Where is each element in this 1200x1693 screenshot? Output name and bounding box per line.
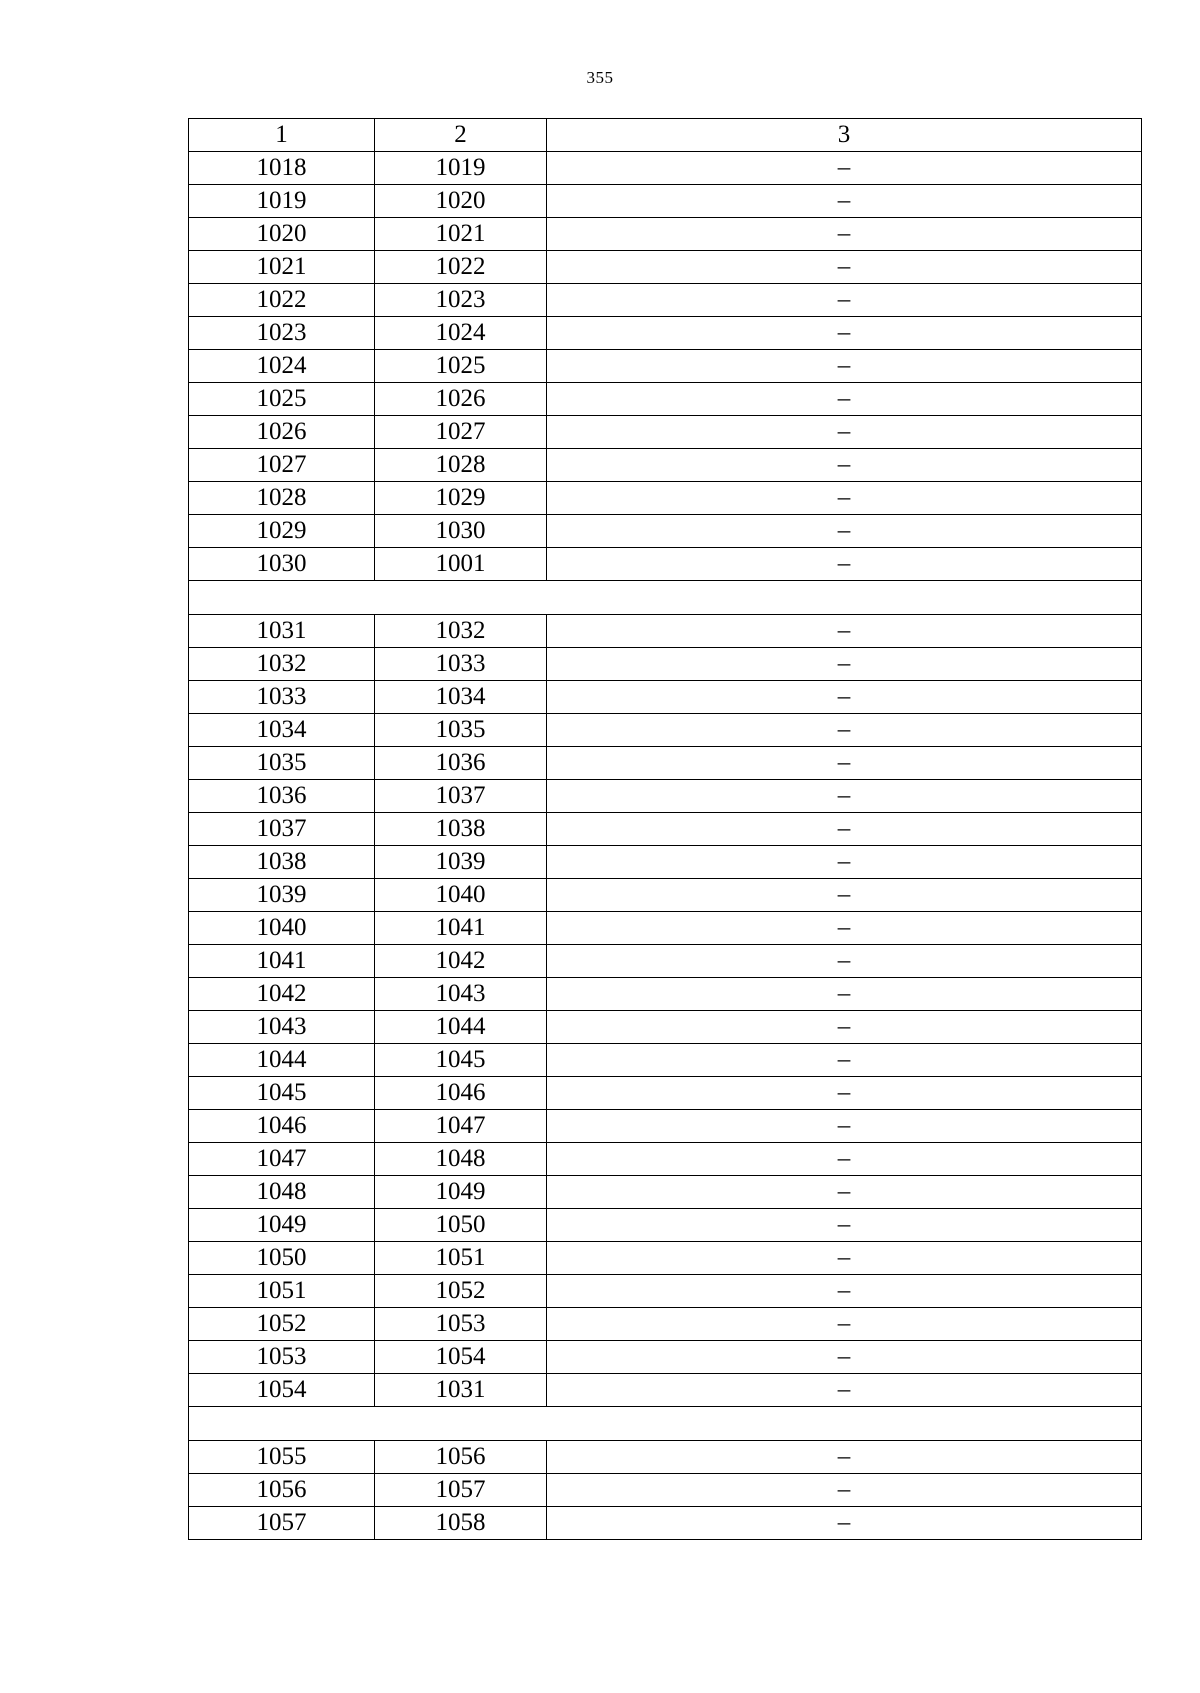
cell-col-1: 1036 xyxy=(189,780,375,813)
table-row xyxy=(189,813,1142,846)
cell-col-1: 1032 xyxy=(189,648,375,681)
cell-col-1: 1030 xyxy=(189,548,375,581)
table-row xyxy=(189,1110,1142,1143)
cell-col-3: – xyxy=(547,1441,1142,1474)
cell-col-3: – xyxy=(547,449,1142,482)
cell-col-2: 1038 xyxy=(375,813,547,846)
cell-col-3: – xyxy=(547,1474,1142,1507)
table-row xyxy=(189,1374,1142,1407)
cell-col-3: – xyxy=(547,945,1142,978)
cell-col-2: 1047 xyxy=(375,1110,547,1143)
cell-col-3: – xyxy=(547,350,1142,383)
column-header-1: 1 xyxy=(189,119,375,152)
cell-col-1: 1025 xyxy=(189,383,375,416)
cell-col-2: 1021 xyxy=(375,218,547,251)
cell-col-1: 1052 xyxy=(189,1308,375,1341)
table-row xyxy=(189,1242,1142,1275)
cell-col-2: 1019 xyxy=(375,152,547,185)
cell-col-2: 1048 xyxy=(375,1143,547,1176)
table-row xyxy=(189,1275,1142,1308)
cell-col-1: 1022 xyxy=(189,284,375,317)
cell-col-1: 1024 xyxy=(189,350,375,383)
cell-col-3: – xyxy=(547,912,1142,945)
cell-col-1: 1044 xyxy=(189,1044,375,1077)
cell-col-3: – xyxy=(547,251,1142,284)
cell-col-2: 1056 xyxy=(375,1441,547,1474)
cell-col-1: 1045 xyxy=(189,1077,375,1110)
table-row xyxy=(189,284,1142,317)
cell-col-1: 1057 xyxy=(189,1507,375,1540)
cell-col-3: – xyxy=(547,846,1142,879)
data-table xyxy=(188,118,1142,1540)
cell-col-3: – xyxy=(547,681,1142,714)
cell-col-3: – xyxy=(547,1507,1142,1540)
cell-col-1: 1050 xyxy=(189,1242,375,1275)
cell-col-3: – xyxy=(547,515,1142,548)
cell-col-2: 1039 xyxy=(375,846,547,879)
cell-col-1: 1043 xyxy=(189,1011,375,1044)
cell-col-3: – xyxy=(547,1209,1142,1242)
table-row xyxy=(189,1441,1142,1474)
page-number: 355 xyxy=(586,68,614,87)
table-row xyxy=(189,1044,1142,1077)
cell-col-3: – xyxy=(547,284,1142,317)
table-row xyxy=(189,714,1142,747)
cell-col-2: 1042 xyxy=(375,945,547,978)
cell-col-2: 1044 xyxy=(375,1011,547,1044)
cell-col-2: 1025 xyxy=(375,350,547,383)
cell-col-1: 1029 xyxy=(189,515,375,548)
cell-col-2: 1058 xyxy=(375,1507,547,1540)
table-row xyxy=(189,383,1142,416)
table-row xyxy=(189,1077,1142,1110)
cell-col-1: 1020 xyxy=(189,218,375,251)
cell-col-3: – xyxy=(547,1077,1142,1110)
cell-col-1: 1019 xyxy=(189,185,375,218)
cell-col-3: – xyxy=(547,978,1142,1011)
cell-col-2: 1057 xyxy=(375,1474,547,1507)
table-separator-row xyxy=(189,581,1142,615)
cell-col-1: 1031 xyxy=(189,615,375,648)
cell-col-2: 1032 xyxy=(375,615,547,648)
cell-col-2: 1051 xyxy=(375,1242,547,1275)
table-row xyxy=(189,449,1142,482)
cell-col-3: – xyxy=(547,1341,1142,1374)
column-header-3: 3 xyxy=(547,119,1142,152)
table-row xyxy=(189,1507,1142,1540)
cell-col-1: 1023 xyxy=(189,317,375,350)
cell-col-3: – xyxy=(547,648,1142,681)
cell-col-3: – xyxy=(547,218,1142,251)
table-row xyxy=(189,879,1142,912)
table-row xyxy=(189,350,1142,383)
cell-col-3: – xyxy=(547,1176,1142,1209)
table-row xyxy=(189,218,1142,251)
cell-col-3: – xyxy=(547,383,1142,416)
cell-col-1: 1051 xyxy=(189,1275,375,1308)
table-row xyxy=(189,1474,1142,1507)
cell-col-3: – xyxy=(547,1143,1142,1176)
cell-col-3: – xyxy=(547,615,1142,648)
cell-col-2: 1041 xyxy=(375,912,547,945)
cell-col-1: 1028 xyxy=(189,482,375,515)
cell-col-3: – xyxy=(547,317,1142,350)
cell-col-2: 1052 xyxy=(375,1275,547,1308)
table-row xyxy=(189,1209,1142,1242)
table-row xyxy=(189,152,1142,185)
table-row xyxy=(189,648,1142,681)
cell-col-2: 1050 xyxy=(375,1209,547,1242)
cell-col-2: 1031 xyxy=(375,1374,547,1407)
table-row xyxy=(189,1011,1142,1044)
cell-col-2: 1053 xyxy=(375,1308,547,1341)
table-row xyxy=(189,1308,1142,1341)
cell-col-3: – xyxy=(547,714,1142,747)
table-row xyxy=(189,482,1142,515)
separator-cell xyxy=(189,1407,1142,1441)
cell-col-1: 1026 xyxy=(189,416,375,449)
table-row xyxy=(189,681,1142,714)
cell-col-1: 1039 xyxy=(189,879,375,912)
cell-col-1: 1034 xyxy=(189,714,375,747)
table-row xyxy=(189,945,1142,978)
cell-col-2: 1046 xyxy=(375,1077,547,1110)
cell-col-1: 1035 xyxy=(189,747,375,780)
cell-col-2: 1028 xyxy=(375,449,547,482)
cell-col-3: – xyxy=(547,1308,1142,1341)
cell-col-1: 1018 xyxy=(189,152,375,185)
table-separator-row xyxy=(189,1407,1142,1441)
cell-col-3: – xyxy=(547,152,1142,185)
cell-col-1: 1042 xyxy=(189,978,375,1011)
table-row xyxy=(189,912,1142,945)
table-row xyxy=(189,416,1142,449)
cell-col-1: 1048 xyxy=(189,1176,375,1209)
cell-col-2: 1035 xyxy=(375,714,547,747)
cell-col-2: 1024 xyxy=(375,317,547,350)
cell-col-1: 1047 xyxy=(189,1143,375,1176)
table-row xyxy=(189,780,1142,813)
cell-col-1: 1027 xyxy=(189,449,375,482)
table-row xyxy=(189,317,1142,350)
table-row xyxy=(189,1176,1142,1209)
table-row xyxy=(189,1341,1142,1374)
cell-col-1: 1049 xyxy=(189,1209,375,1242)
cell-col-3: – xyxy=(547,747,1142,780)
cell-col-3: – xyxy=(547,1044,1142,1077)
cell-col-3: – xyxy=(547,185,1142,218)
cell-col-1: 1041 xyxy=(189,945,375,978)
table-row xyxy=(189,747,1142,780)
table-row xyxy=(189,251,1142,284)
table-row xyxy=(189,185,1142,218)
cell-col-1: 1053 xyxy=(189,1341,375,1374)
cell-col-2: 1033 xyxy=(375,648,547,681)
table-row xyxy=(189,548,1142,581)
cell-col-3: – xyxy=(547,879,1142,912)
cell-col-3: – xyxy=(547,813,1142,846)
cell-col-3: – xyxy=(547,482,1142,515)
cell-col-1: 1054 xyxy=(189,1374,375,1407)
cell-col-2: 1027 xyxy=(375,416,547,449)
cell-col-1: 1046 xyxy=(189,1110,375,1143)
cell-col-3: – xyxy=(547,1275,1142,1308)
cell-col-3: – xyxy=(547,1242,1142,1275)
table-row xyxy=(189,1143,1142,1176)
cell-col-3: – xyxy=(547,780,1142,813)
cell-col-3: – xyxy=(547,548,1142,581)
cell-col-1: 1055 xyxy=(189,1441,375,1474)
table-body xyxy=(189,119,1142,1540)
cell-col-2: 1037 xyxy=(375,780,547,813)
cell-col-2: 1022 xyxy=(375,251,547,284)
cell-col-1: 1056 xyxy=(189,1474,375,1507)
cell-col-2: 1054 xyxy=(375,1341,547,1374)
cell-col-2: 1049 xyxy=(375,1176,547,1209)
separator-cell xyxy=(189,581,1142,615)
table-row xyxy=(189,846,1142,879)
cell-col-3: – xyxy=(547,1110,1142,1143)
cell-col-2: 1026 xyxy=(375,383,547,416)
cell-col-2: 1045 xyxy=(375,1044,547,1077)
cell-col-3: – xyxy=(547,416,1142,449)
cell-col-1: 1021 xyxy=(189,251,375,284)
cell-col-2: 1040 xyxy=(375,879,547,912)
cell-col-2: 1036 xyxy=(375,747,547,780)
cell-col-3: – xyxy=(547,1011,1142,1044)
table-row xyxy=(189,978,1142,1011)
cell-col-2: 1020 xyxy=(375,185,547,218)
cell-col-2: 1001 xyxy=(375,548,547,581)
table-header-row xyxy=(189,119,1142,152)
cell-col-3: – xyxy=(547,1374,1142,1407)
column-header-2: 2 xyxy=(375,119,547,152)
cell-col-2: 1034 xyxy=(375,681,547,714)
cell-col-2: 1043 xyxy=(375,978,547,1011)
cell-col-1: 1038 xyxy=(189,846,375,879)
cell-col-1: 1040 xyxy=(189,912,375,945)
cell-col-2: 1029 xyxy=(375,482,547,515)
table-row xyxy=(189,615,1142,648)
cell-col-1: 1033 xyxy=(189,681,375,714)
cell-col-2: 1030 xyxy=(375,515,547,548)
cell-col-2: 1023 xyxy=(375,284,547,317)
table-row xyxy=(189,515,1142,548)
cell-col-1: 1037 xyxy=(189,813,375,846)
